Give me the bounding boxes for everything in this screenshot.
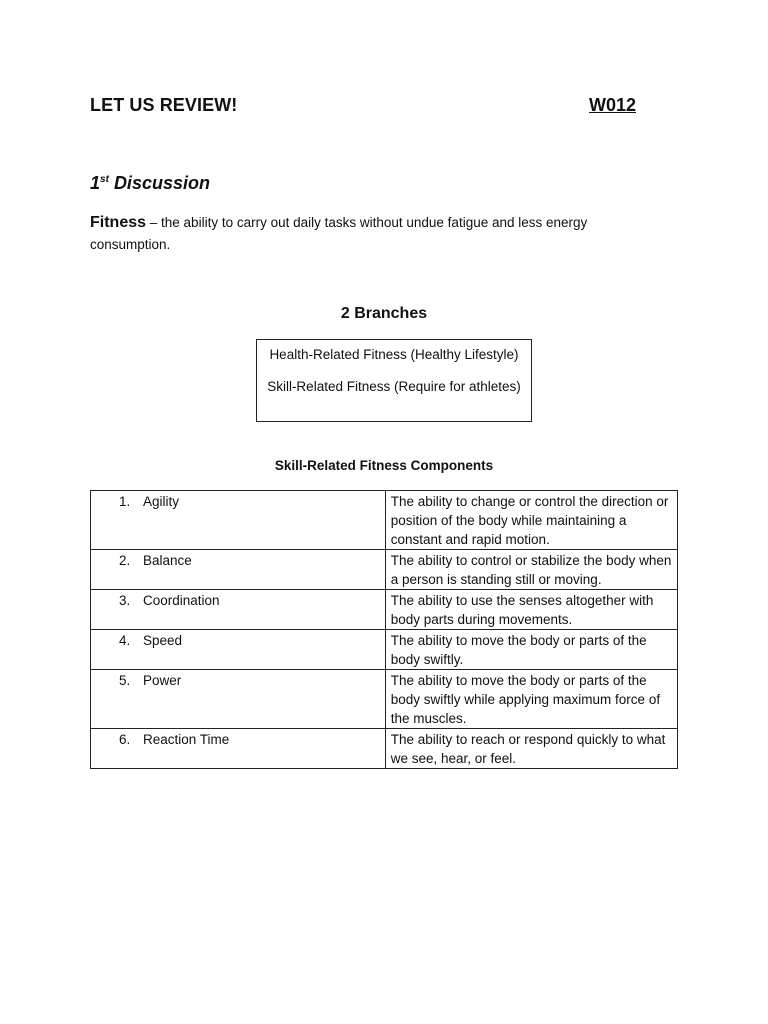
component-description: The ability to change or control the direction or position of the body while maintaining a constant and rapid motion.	[385, 491, 677, 550]
section-number-suffix: st	[100, 174, 109, 185]
component-description: The ability to move the body or parts of the body swiftly.	[385, 630, 677, 670]
definition-term: Fitness	[90, 214, 147, 231]
component-name-cell	[91, 729, 386, 769]
branch-item-health: Health-Related Fitness (Healthy Lifestyle)	[269, 347, 519, 362]
component-name: Speed	[143, 633, 183, 648]
components-heading: Skill-Related Fitness Components	[274, 458, 494, 473]
component-name-cell	[91, 550, 386, 590]
component-description: The ability to use the senses altogether with body parts during movements.	[385, 590, 677, 630]
component-number: 4.	[119, 633, 131, 648]
component-name-cell	[91, 630, 386, 670]
section-number: 1	[90, 173, 101, 193]
component-name-cell	[91, 670, 386, 729]
component-name: Agility	[143, 494, 180, 509]
table-row	[91, 729, 678, 769]
component-number: 2.	[119, 553, 131, 568]
branches-box	[256, 339, 532, 422]
section-heading	[90, 173, 210, 194]
document-code: W012	[588, 95, 636, 115]
page-title: LET US REVIEW!	[90, 95, 238, 115]
component-name: Reaction Time	[143, 732, 230, 747]
component-name: Coordination	[143, 593, 220, 608]
component-number: 3.	[119, 593, 131, 608]
component-name: Balance	[143, 553, 192, 568]
component-name-cell	[91, 590, 386, 630]
table-row	[91, 491, 678, 550]
component-description: The ability to reach or respond quickly to what we see, hear, or feel.	[385, 729, 677, 769]
table-row	[91, 630, 678, 670]
component-description: The ability to move the body or parts of the body swiftly while applying maximum force of the muscles.	[385, 670, 677, 729]
components-table	[90, 490, 678, 769]
component-number: 5.	[119, 673, 131, 688]
component-description: The ability to control or stabilize the body when a person is standing still or moving.	[385, 550, 677, 590]
section-title-text: Discussion	[113, 173, 210, 193]
component-name-cell	[91, 491, 386, 550]
branches-heading: 2 Branches	[340, 305, 428, 322]
table-row	[91, 550, 678, 590]
definition-dash: –	[146, 215, 162, 230]
definition-text: the ability to carry out daily tasks without undue fatigue and less energy consumption.	[90, 215, 588, 252]
component-name: Power	[143, 673, 182, 688]
branch-item-skill: Skill-Related Fitness (Require for athletes)	[267, 379, 521, 394]
component-number: 6.	[119, 732, 131, 747]
table-row	[91, 590, 678, 630]
fitness-definition	[90, 212, 650, 256]
table-row	[91, 670, 678, 729]
component-number: 1.	[119, 494, 131, 509]
